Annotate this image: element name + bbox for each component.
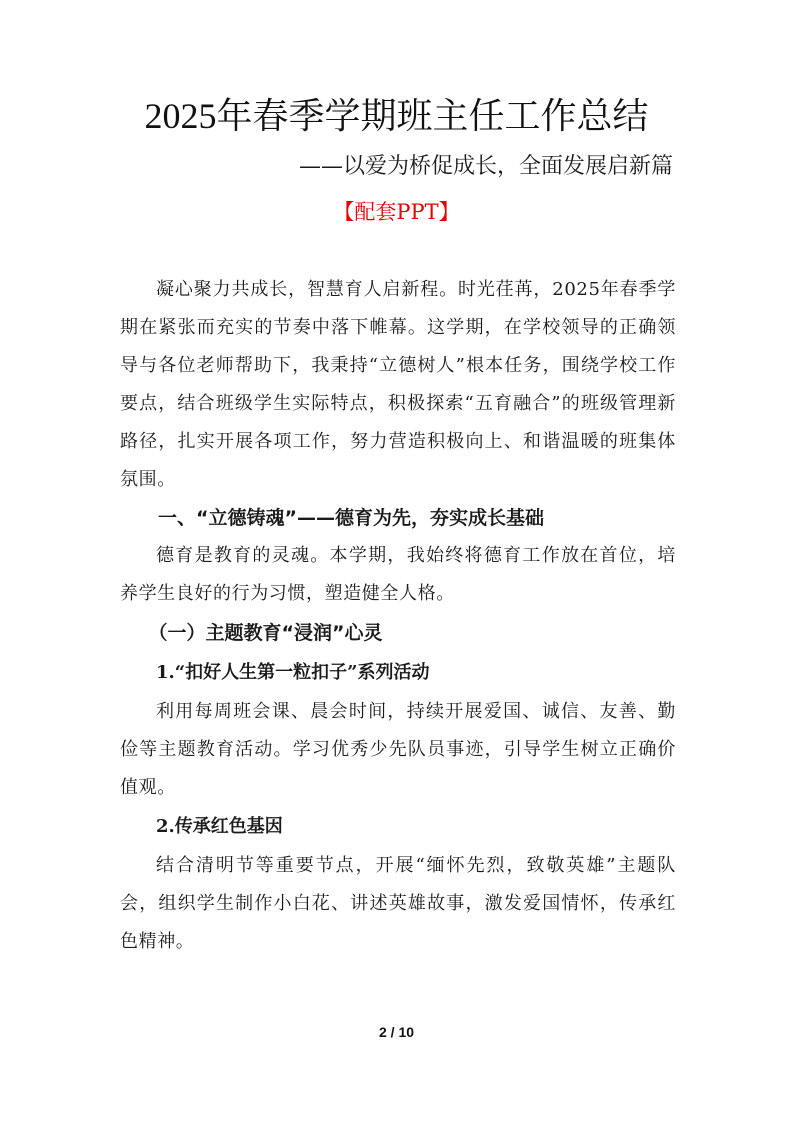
section-1-intro: 德育是教育的灵魂。本学期，我始终将德育工作放在首位，培养学生良好的行为习惯，塑造健全人格。 xyxy=(120,545,676,604)
document-subtitle: ——以爱为桥促成长，全面发展启新篇 xyxy=(298,154,673,179)
page-number: 2 / 10 xyxy=(378,1024,415,1040)
ppt-tag: 【配套PPT】 xyxy=(333,200,460,224)
subsection-heading-1: （一）主题教育“浸润”心灵 xyxy=(148,622,383,644)
item-heading-1: 1.“扣好人生第一粒扣子”系列活动 xyxy=(156,662,430,683)
item-body-1: 利用每周班会课、晨会时间，持续开展爱国、诚信、友善、勤俭等主题教育活动。学习优秀少先队员事迹，引导学生树立正确价值观。 xyxy=(120,701,676,798)
item-body-2: 结合清明节等重要节点，开展“缅怀先烈，致敬英雄”主题队会，组织学生制作小白花、讲述英雄故事，激发爱国情怀，传承红色精神。 xyxy=(120,855,676,952)
section-heading-1: 一、“立德铸魂”——德育为先，夯实成长基础 xyxy=(158,507,544,529)
intro-paragraph: 凝心聚力共成长，智慧育人启新程。时光荏苒，2025年春季学期在紧张而充实的节奏中落下帷幕。这学期，在学校领导的正确领导与各位老师帮助下，我秉持“立德树人”根本任务，围绕学校工作要点，结合班级学生实际特点，积极探索“五育融合”的班级管理新路径，扎实开展各项工作，努力营造积极向上、和谐温暖的班集体氛围。 xyxy=(120,279,676,490)
document-body xyxy=(120,271,676,961)
item-heading-2: 2.传承红色基因 xyxy=(156,816,283,837)
document-title: 2025年春季学期班主任工作总结 xyxy=(144,96,649,136)
